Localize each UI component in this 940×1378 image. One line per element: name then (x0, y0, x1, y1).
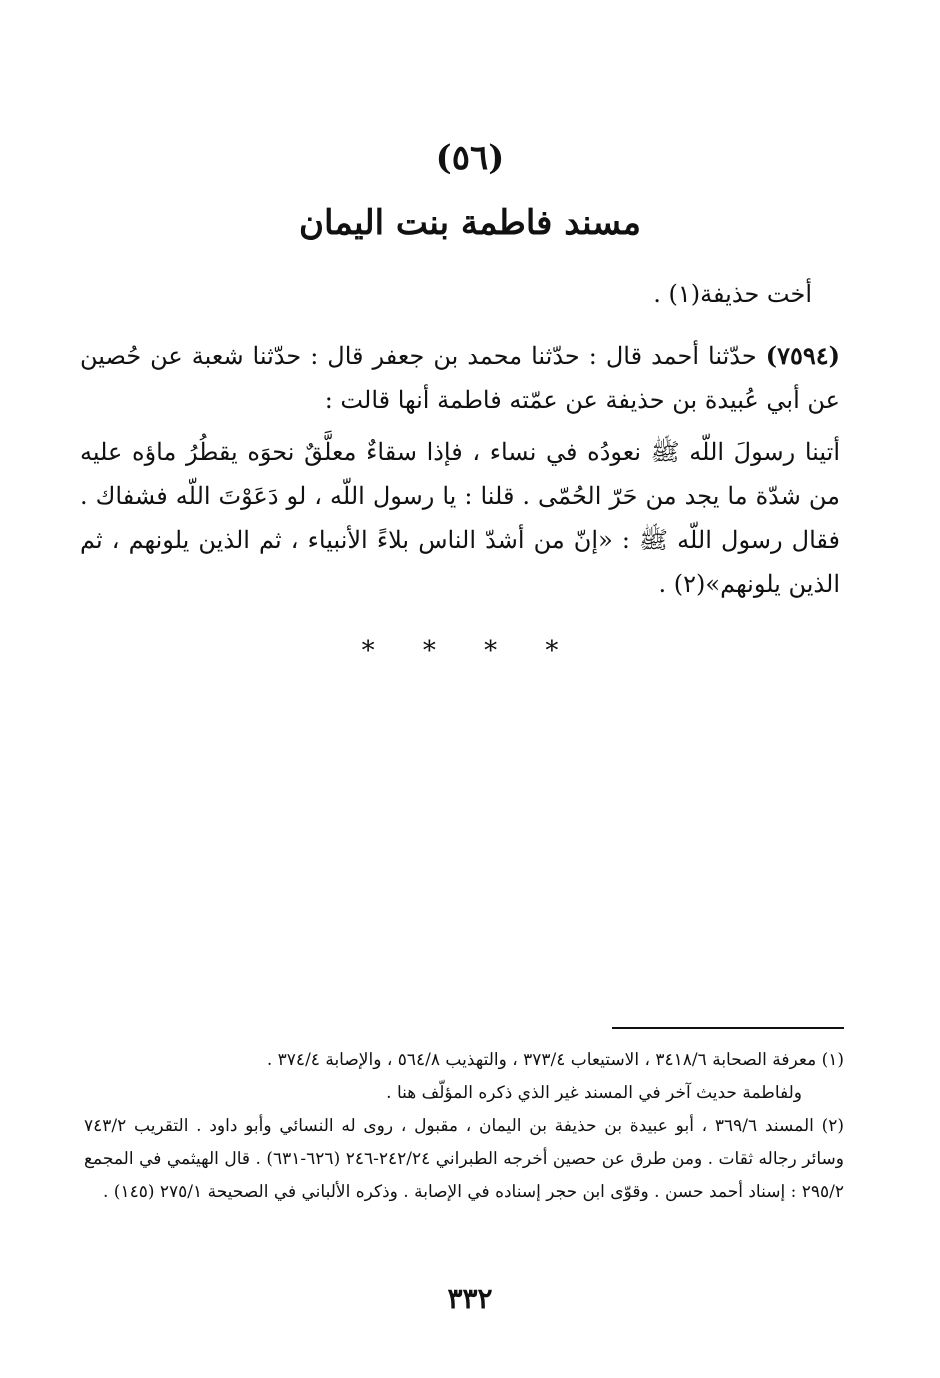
isnad-text: حدّثنا أحمد قال : حدّثنا محمد بن جعفر قال : حدّثنا شعبة عن حُصين عن أبي عُبيدة بن حذيفة عن عمّته فاطمة أنها قالت : (80, 342, 840, 414)
intro-text: أخت حذيفة (700, 280, 812, 308)
footnote-1: (١) معرفة الصحابة ٣٤١٨/٦ ، الاستيعاب ٣٧٣/٤ ، والتهذيب ٥٦٤/٨ ، والإصابة ٣٧٤/٤ . (266, 1050, 844, 1070)
footnote-ref-1: (١) (668, 280, 701, 308)
footnotes (84, 1044, 844, 1209)
section-separator: * * * * (361, 636, 579, 666)
intro-end: . (653, 280, 669, 308)
hadith-matn (80, 430, 840, 606)
matn-text: أتينا رسولَ اللّه ﷺ نعودُه في نساء ، فإذا سقاءٌ معلَّقٌ نحوَه يقطُرُ ماؤه عليه من شدّة ما يجد من حَرّ الحُمّى . قلنا : يا رسول اللّه ، لو دَعَوْتَ اللّه فشفاك . فقال رسول اللّه ﷺ : «إنّ من أشدّ الناس بلاءً الأنبياء ، ثم الذين يلونهم ، ثم الذين يلونهم» (80, 438, 840, 598)
chapter-number: (٥٦) (435, 138, 505, 178)
page-number: ٣٣٢ (447, 1282, 493, 1315)
matn-end: . (658, 570, 674, 598)
footnote-divider (612, 1027, 844, 1029)
hadith-isnad (80, 334, 840, 422)
intro-line (112, 274, 812, 314)
footnote-1-continuation: ولفاطمة حديث آخر في المسند غير الذي ذكره المؤلّف هنا . (386, 1083, 802, 1103)
footnote-ref-2: (٢) (673, 570, 706, 598)
footnote-2: (٢) المسند ٣٦٩/٦ ، أبو عبيدة بن حذيفة بن اليمان ، مقبول ، روى له النسائي وأبو داود . التقريب ٧٤٣/٢ وسائر رجاله ثقات . ومن طرق عن حصين أخرجه الطبراني ٢٤٢/٢٤-٢٤٦ (٦٢٦-٦٣١) . قال الهيثمي في المجمع ٢٩٥/٢ : إسناد أحمد حسن . وقوّى ابن حجر إسناده في الإصابة . وذكره الألباني في الصحيحة ٢٧٥/١ (١٤٥) . (84, 1116, 844, 1202)
hadith-number: (٧٥٩٤) (765, 341, 840, 370)
chapter-title: مسند فاطمة بنت اليمان (299, 203, 641, 243)
